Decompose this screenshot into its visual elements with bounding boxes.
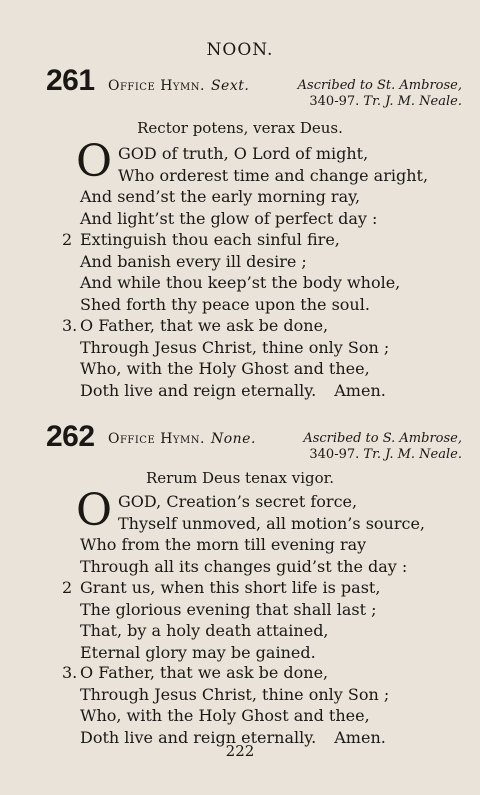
verse-line: Who orderest time and change aright,	[118, 165, 429, 185]
verse-line: O Father, that we ask be done,	[80, 663, 329, 682]
latin-incipit: Rector potens, verax Deus.	[137, 119, 343, 137]
verse-line: Extinguish thou each sinful fire,	[80, 230, 340, 249]
drop-cap: O	[76, 136, 113, 187]
verse-line-text: Doth live and reign eternally.	[80, 727, 317, 747]
verse	[62, 229, 401, 315]
hymn-title-text: Office Hymn.	[108, 431, 205, 447]
hymn-title	[108, 431, 256, 447]
attribution-dates: 340-97.	[309, 447, 360, 462]
verse-line: GOD of truth, O Lord of might,	[118, 144, 369, 163]
latin-incipit: Rerum Deus tenax vigor.	[146, 469, 334, 487]
hymn-attribution	[298, 78, 462, 110]
verse-line: And while thou keep’st the body whole,	[80, 273, 401, 292]
verse-line: GOD, Creation’s secret force,	[118, 492, 358, 511]
verse	[80, 143, 428, 229]
drop-cap: O	[76, 485, 113, 536]
verse-line: And light’st the glow of perfect day :	[80, 208, 378, 228]
verse-number: 2	[62, 230, 73, 249]
amen: Amen.	[334, 380, 386, 400]
attribution-dates: 340-97.	[309, 94, 360, 109]
verse-line: Who, with the Holy Ghost and thee,	[80, 359, 370, 378]
verse-number: 3.	[62, 316, 78, 335]
verse	[80, 491, 425, 577]
verse-line: O Father, that we ask be done,	[80, 316, 329, 335]
verse-line: Grant us, when this short life is past,	[80, 578, 381, 597]
verse-line	[80, 380, 389, 402]
verse-line: Who, with the Holy Ghost and thee,	[80, 706, 370, 725]
hymn-title	[108, 78, 249, 94]
verse-line: Shed forth thy peace upon the soul.	[80, 294, 370, 314]
verse-line: Eternal glory may be gained.	[80, 642, 316, 662]
amen: Amen.	[334, 727, 386, 747]
attribution-line	[303, 447, 462, 463]
verse-line: Through Jesus Christ, thine only Son ;	[80, 684, 390, 704]
hymn-title-text: Office Hymn.	[108, 78, 205, 94]
verse-line: Thyself unmoved, all motion’s source,	[118, 513, 425, 533]
attribution-line: Ascribed to S. Ambrose,	[303, 431, 462, 446]
hymn-number: 261	[46, 64, 95, 97]
verse-line: Through Jesus Christ, thine only Son ;	[80, 337, 390, 357]
attribution-line: Ascribed to St. Ambrose,	[297, 78, 462, 93]
verse-line: The glorious evening that shall last ;	[80, 599, 377, 619]
verse	[62, 315, 390, 401]
verse-line: Who from the morn till evening ray	[80, 535, 367, 554]
attribution-translator: Tr. J. M. Neale.	[363, 94, 462, 109]
attribution-translator: Tr. J. M. Neale.	[363, 447, 462, 462]
verse-number: 2	[62, 578, 73, 597]
verse-line-text: Doth live and reign eternally.	[80, 380, 317, 400]
hymn-attribution	[303, 431, 462, 463]
verse-line: That, by a holy death attained,	[80, 621, 329, 640]
hymn-hour-tag: Sext.	[210, 78, 250, 94]
verse	[62, 662, 390, 748]
page-number: 222	[225, 742, 255, 760]
verse-line: And send’st the early morning ray,	[80, 187, 361, 206]
verse	[62, 577, 381, 663]
verse-number: 3.	[62, 663, 78, 682]
attribution-line	[298, 94, 462, 110]
verse-line: And banish every ill desire ;	[80, 251, 307, 271]
hymn-number: 262	[46, 420, 95, 453]
hymn-hour-tag: None.	[210, 431, 256, 447]
section-title: NOON.	[206, 40, 274, 60]
verse-line: Through all its changes guid’st the day :	[80, 556, 408, 576]
